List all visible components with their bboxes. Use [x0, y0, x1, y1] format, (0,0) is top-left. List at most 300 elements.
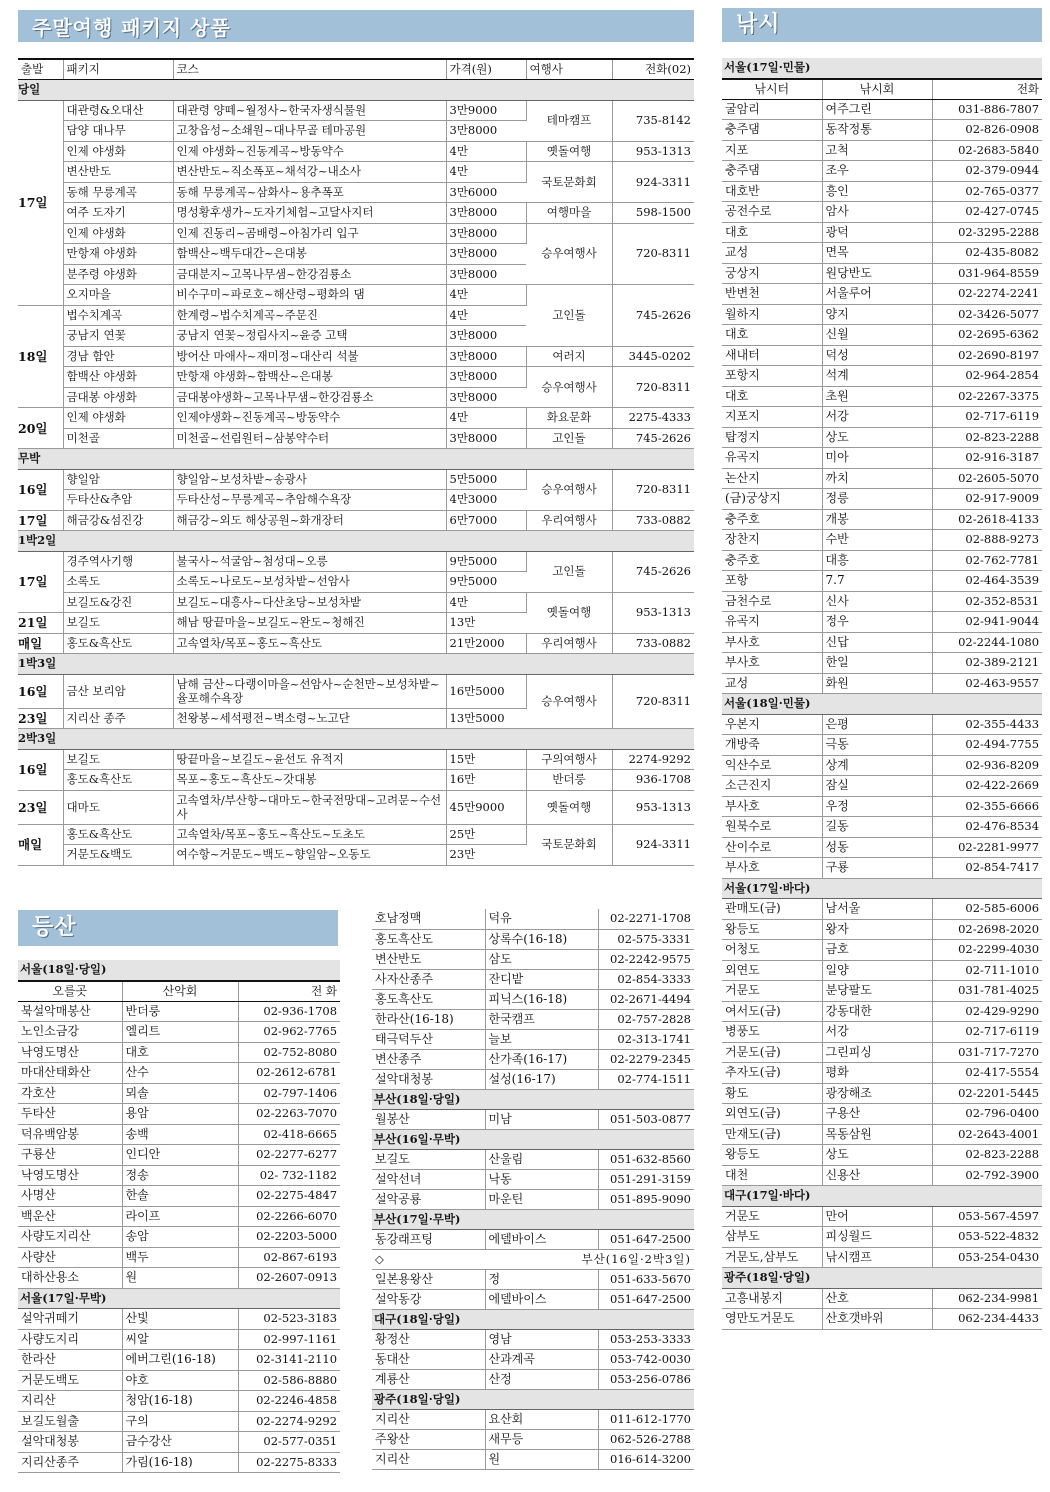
agency-phone: 953-1313 [612, 592, 694, 633]
price: 3만9000 [446, 100, 526, 121]
club: 구룡 [822, 858, 932, 879]
place: 탑정지 [722, 427, 822, 448]
list-item [722, 550, 1042, 571]
list-item [372, 1149, 694, 1169]
package-row [18, 749, 694, 770]
course: 고창읍성~소쇄원~대나무골 테마공원 [173, 121, 446, 142]
list-item [18, 1411, 340, 1432]
place: 거문도 [722, 981, 822, 1002]
phone: 02-3141-2110 [238, 1350, 340, 1371]
list-item [722, 407, 1042, 428]
package-row [18, 203, 694, 224]
package-section-label: 무박 [18, 449, 694, 470]
phone: 02-352-8531 [932, 591, 1042, 612]
place: 관매도(금) [722, 899, 822, 920]
list-item [722, 1309, 1042, 1330]
phone: 02-752-8080 [238, 1042, 340, 1063]
travel-agency: 화요문화 [526, 408, 612, 429]
phone: 02-711-1010 [932, 960, 1042, 981]
place: 지포지 [722, 407, 822, 428]
phone: 02-429-9290 [932, 1001, 1042, 1022]
place: 지리산 [372, 1409, 485, 1429]
package-header-cell: 출발 [18, 59, 63, 80]
list-item [372, 1349, 694, 1369]
phone: 02-916-3187 [932, 448, 1042, 469]
club: 정릉 [822, 489, 932, 510]
list-item [18, 1247, 340, 1268]
club: 여주그린 [822, 99, 932, 120]
list-item [18, 1206, 340, 1227]
phone: 051-633-5670 [598, 1269, 694, 1289]
club: 한일 [822, 653, 932, 674]
price: 4만 [446, 162, 526, 183]
club: 조우 [822, 161, 932, 182]
region-label: 광주(18일·당일) [372, 1389, 694, 1409]
club: 늘보 [485, 1029, 598, 1049]
region-header [722, 1186, 1042, 1207]
place: 계룡산 [372, 1369, 485, 1389]
travel-agency: 고인돌 [526, 428, 612, 449]
list-item [722, 284, 1042, 305]
price: 21만2000 [446, 633, 526, 654]
list-item [722, 304, 1042, 325]
club: 분당팔도 [822, 981, 932, 1002]
package-name: 보길도 [63, 613, 173, 634]
agency-phone: 598-1500 [612, 203, 694, 224]
place: 보길도월출 [18, 1411, 122, 1432]
course: 향일암~보성차밭~송광사 [173, 469, 446, 490]
list-item [722, 1288, 1042, 1309]
phone: 02-792-3900 [932, 1165, 1042, 1186]
package-row [18, 770, 694, 791]
place: 충주댐 [722, 161, 822, 182]
phone: 062-234-9981 [932, 1288, 1042, 1309]
course: 해남 땅끝마을~보길도~완도~청해진 [173, 613, 446, 634]
list-item [722, 1247, 1042, 1268]
place: 장찬지 [722, 530, 822, 551]
package-name: 해금강&섬진강 [63, 510, 173, 531]
place: 덕유백암봉 [18, 1124, 122, 1145]
package-section-row [18, 531, 694, 552]
departure-date: 23일 [18, 708, 63, 729]
club: 극동 [822, 735, 932, 756]
phone: 02-717-6119 [932, 407, 1042, 428]
package-name: 홍도&흑산도 [63, 633, 173, 654]
phone: 053-254-0430 [932, 1247, 1042, 1268]
place: 각호산 [18, 1083, 122, 1104]
club: 용암 [122, 1104, 238, 1125]
departure-date: 16일 [18, 749, 63, 790]
phone: 016-614-3200 [598, 1449, 694, 1469]
phone: 02-2683-5840 [932, 140, 1042, 161]
package-name: 금대봉 야생화 [63, 387, 173, 408]
phone: 02-2246-4858 [238, 1391, 340, 1412]
agency-phone: 3445-0202 [612, 346, 694, 367]
list-item [722, 427, 1042, 448]
place: 부사호 [722, 858, 822, 879]
club: 성동 [822, 837, 932, 858]
club: 정 [485, 1269, 598, 1289]
phone: 02-2277-6277 [238, 1145, 340, 1166]
course: 인제야생화~진동계곡~방동약수 [173, 408, 446, 429]
region-header [722, 878, 1042, 899]
phone: 062-526-2788 [598, 1429, 694, 1449]
region-label: 대구(18일·당일) [372, 1309, 694, 1329]
phone: 053-567-4597 [932, 1206, 1042, 1227]
list-item [722, 222, 1042, 243]
place: 우본지 [722, 714, 822, 735]
list-item [372, 929, 694, 949]
place: 한라산(16-18) [372, 1009, 485, 1029]
package-row [18, 100, 694, 121]
club: 요산회 [485, 1409, 598, 1429]
phone: 011-612-1770 [598, 1409, 694, 1429]
phone: 02-3295-2288 [932, 222, 1042, 243]
package-name: 만항재 야생화 [63, 244, 173, 265]
phone: 02-476-8534 [932, 817, 1042, 838]
phone: 02-2275-4847 [238, 1186, 340, 1207]
package-title: 주말여행 패키지 상품 [18, 10, 694, 42]
club: 7.7 [822, 571, 932, 592]
club: 영남 [485, 1329, 598, 1349]
list-item [372, 1169, 694, 1189]
club: 산호 [822, 1288, 932, 1309]
place: 설악대청봉 [372, 1069, 485, 1089]
phone: 02-2643-4001 [932, 1124, 1042, 1145]
price: 4만 [446, 592, 526, 613]
phone: 051-647-2500 [598, 1289, 694, 1309]
phone: 02-389-2121 [932, 653, 1042, 674]
list-item [722, 1042, 1042, 1063]
price: 9만5000 [446, 572, 526, 593]
package-header-cell: 코스 [173, 59, 446, 80]
package-row [18, 141, 694, 162]
place: 유곡지 [722, 448, 822, 469]
list-item [722, 489, 1042, 510]
travel-agency: 국토문화회 [526, 162, 612, 203]
place: 황정산 [372, 1329, 485, 1349]
place: 지리산 [372, 1449, 485, 1469]
phone: 02-417-5554 [932, 1063, 1042, 1084]
place: 금천수로 [722, 591, 822, 612]
phone: 02-355-4433 [932, 714, 1042, 735]
place: 설악귀떼기 [18, 1309, 122, 1330]
list-item [372, 909, 694, 929]
club: 산수 [122, 1063, 238, 1084]
package-section-row [18, 449, 694, 470]
package-name: 거문도&백도 [63, 845, 173, 866]
hiking-list-right [372, 909, 694, 1470]
place: 영만도거문도 [722, 1309, 822, 1330]
phone: 053-256-0786 [598, 1369, 694, 1389]
phone: 031-886-7807 [932, 99, 1042, 120]
list-item [722, 1206, 1042, 1227]
price: 3만8000 [446, 346, 526, 367]
list-item [722, 263, 1042, 284]
phone: 02-941-9044 [932, 612, 1042, 633]
club: 라이프 [122, 1206, 238, 1227]
travel-agency: 고인돌 [526, 285, 612, 347]
course: 대관령 양떼~월정사~한국자생식물원 [173, 100, 446, 121]
club: 한솔 [122, 1186, 238, 1207]
club: 화원 [822, 673, 932, 694]
phone: 02-575-3331 [598, 929, 694, 949]
club: 정송 [122, 1165, 238, 1186]
phone: 02-2281-9977 [932, 837, 1042, 858]
departure-date: 23일 [18, 790, 63, 824]
agency-phone: 733-0882 [612, 633, 694, 654]
place: 소근진지 [722, 776, 822, 797]
place: 태극덕두산 [372, 1029, 485, 1049]
fishing-list [722, 58, 1042, 1330]
place: 사량도지리 [18, 1329, 122, 1350]
package-name: 경남 함안 [63, 346, 173, 367]
price: 3만8000 [446, 387, 526, 408]
package-name: 인제 야생화 [63, 223, 173, 244]
phone: 051-647-2500 [598, 1229, 694, 1249]
agency-phone: 936-1708 [612, 770, 694, 791]
phone: 02-962-7765 [238, 1022, 340, 1043]
price: 4만 [446, 285, 526, 306]
place: 마대산태화산 [18, 1063, 122, 1084]
agency-phone: 735-8142 [612, 100, 694, 141]
list-header-cell: 산악회 [122, 981, 238, 1002]
region-label: 대구(17일·바다) [722, 1186, 1042, 1207]
place: 사량산 [18, 1247, 122, 1268]
agency-phone: 720-8311 [612, 367, 694, 408]
club: 상계 [822, 755, 932, 776]
phone: 02-888-9273 [932, 530, 1042, 551]
agency-phone: 745-2626 [612, 428, 694, 449]
list-item [372, 969, 694, 989]
agency-phone: 924-3311 [612, 162, 694, 203]
club: 신답 [822, 632, 932, 653]
place: 설악선녀 [372, 1169, 485, 1189]
list-header-cell: 오를곳 [18, 981, 122, 1002]
list-item [722, 1063, 1042, 1084]
club: 신용산 [822, 1165, 932, 1186]
place: 동강래프팅 [372, 1229, 485, 1249]
package-header-cell: 여행사 [526, 59, 612, 80]
place: 낙영도명산 [18, 1165, 122, 1186]
price: 15만 [446, 749, 526, 770]
place: 월하지 [722, 304, 822, 325]
course: 만항재 야생화~함백산~은대봉 [173, 367, 446, 388]
package-name: 보길도 [63, 749, 173, 770]
place: 고흥내봉지 [722, 1288, 822, 1309]
phone: 02-765-0377 [932, 181, 1042, 202]
course: 불국사~석굴암~첨성대~오릉 [173, 551, 446, 572]
list-item [722, 817, 1042, 838]
price: 3만8000 [446, 121, 526, 142]
package-row [18, 674, 694, 708]
club: 흥인 [822, 181, 932, 202]
course: 여수항~거문도~백도~향일암~오동도 [173, 845, 446, 866]
package-row [18, 346, 694, 367]
place: 추자도(금) [722, 1063, 822, 1084]
course: 한계령~법수치계곡~주문진 [173, 305, 446, 326]
package-name: 분주령 야생화 [63, 264, 173, 285]
travel-agency: 우리여행사 [526, 510, 612, 531]
phone: 02-2263-7070 [238, 1104, 340, 1125]
travel-agency: 옛돌여행 [526, 790, 612, 824]
phone: 02-917-9009 [932, 489, 1042, 510]
club: 금수강산 [122, 1432, 238, 1453]
phone: 02-796-0400 [932, 1104, 1042, 1125]
club: 서울루어 [822, 284, 932, 305]
list-item [722, 776, 1042, 797]
travel-agency: 옛돌여행 [526, 141, 612, 162]
package-section-row [18, 80, 694, 101]
list-item [722, 940, 1042, 961]
place: 월봉산 [372, 1109, 485, 1129]
price: 4만 [446, 141, 526, 162]
phone: 02-2274-2241 [932, 284, 1042, 305]
phone: 02-586-8880 [238, 1370, 340, 1391]
phone: 02-2695-6362 [932, 325, 1042, 346]
package-section-row [18, 729, 694, 750]
phone: 051-503-0877 [598, 1109, 694, 1129]
list-item [722, 345, 1042, 366]
list-item [722, 99, 1042, 120]
package-name: 여주 도자기 [63, 203, 173, 224]
club: 삼도 [485, 949, 598, 969]
phone: 02-2607-0913 [238, 1268, 340, 1289]
course: 천왕봉~세석평전~벽소령~노고단 [173, 708, 446, 729]
place: 북설악매봉산 [18, 1001, 122, 1022]
package-header-row [18, 59, 694, 80]
place: 노인소금강 [18, 1022, 122, 1043]
departure-date: 16일 [18, 674, 63, 708]
list-item [18, 1227, 340, 1248]
phone: 02-2605-5070 [932, 468, 1042, 489]
place: 반변천 [722, 284, 822, 305]
package-name: 인제 야생화 [63, 141, 173, 162]
list-item [722, 140, 1042, 161]
club: 산빛 [122, 1309, 238, 1330]
place: 충주호 [722, 509, 822, 530]
club: 마운틴 [485, 1189, 598, 1209]
place: 대호반 [722, 181, 822, 202]
travel-agency: 반더룽 [526, 770, 612, 791]
list-item [722, 1104, 1042, 1125]
region-header [722, 58, 1042, 79]
price: 3만8000 [446, 428, 526, 449]
package-name: 홍도&흑산도 [63, 824, 173, 845]
phone: 02-2244-1080 [932, 632, 1042, 653]
phone: 02-964-2854 [932, 366, 1042, 387]
price: 23만 [446, 845, 526, 866]
notice-row [372, 1249, 694, 1269]
club: 서강 [822, 1022, 932, 1043]
package-name: 함백산 야생화 [63, 367, 173, 388]
course: 비수구미~파로호~해산령~평화의 댐 [173, 285, 446, 306]
course: 금대분지~고목나무샘~한강검룡소 [173, 264, 446, 285]
region-header [722, 694, 1042, 715]
club: 잔디밭 [485, 969, 598, 989]
club: 백두 [122, 1247, 238, 1268]
club: 미남 [485, 1109, 598, 1129]
course: 목포~홍도~흑산도~갓대봉 [173, 770, 446, 791]
club: 원당반도 [822, 263, 932, 284]
club: 길동 [822, 817, 932, 838]
place: 여서도(금) [722, 1001, 822, 1022]
club: 송암 [122, 1227, 238, 1248]
package-section-label: 당일 [18, 80, 694, 101]
club: 산호갯바위 [822, 1309, 932, 1330]
package-row [18, 790, 694, 824]
agency-phone: 745-2626 [612, 285, 694, 347]
list-item [722, 755, 1042, 776]
list-item [722, 591, 1042, 612]
list-item [722, 673, 1042, 694]
place: 외연도 [722, 960, 822, 981]
list-item [18, 1042, 340, 1063]
list-header-cell: 전화 [932, 79, 1042, 100]
place: 부사호 [722, 632, 822, 653]
club: 까치 [822, 468, 932, 489]
club: 미아 [822, 448, 932, 469]
phone: 02- 732-1182 [238, 1165, 340, 1186]
club: 설성(16-17) [485, 1069, 598, 1089]
departure-date: 17일 [18, 551, 63, 613]
package-name: 보길도&강진 [63, 592, 173, 613]
place: 병풍도 [722, 1022, 822, 1043]
package-name: 대관령&오대산 [63, 100, 173, 121]
package-section-label: 1박2일 [18, 531, 694, 552]
package-section-row [18, 654, 694, 675]
club: 에델바이스 [485, 1289, 598, 1309]
course: 땅끝마을~보길도~윤선도 유적지 [173, 749, 446, 770]
club: 피싱월드 [822, 1227, 932, 1248]
agency-phone: 720-8311 [612, 674, 694, 729]
package-row [18, 162, 694, 183]
club: 고척 [822, 140, 932, 161]
place: 교성 [722, 243, 822, 264]
course: 보길도~대흥사~다산초당~보성차밭 [173, 592, 446, 613]
place: 낙영도명산 [18, 1042, 122, 1063]
place: 어청도 [722, 940, 822, 961]
list-item [722, 735, 1042, 756]
list-item [18, 1391, 340, 1412]
club: 그린피싱 [822, 1042, 932, 1063]
place: 거문도,삼부도 [722, 1247, 822, 1268]
agency-phone: 953-1313 [612, 141, 694, 162]
place: 대호 [722, 386, 822, 407]
place: 유곡지 [722, 612, 822, 633]
phone: 02-823-2288 [932, 427, 1042, 448]
list-item [18, 1124, 340, 1145]
package-row [18, 510, 694, 531]
club: 낚시캠프 [822, 1247, 932, 1268]
fishing-title: 낚시 [722, 8, 1042, 42]
phone: 02-826-0908 [932, 120, 1042, 141]
club: 광장해조 [822, 1083, 932, 1104]
list-item [372, 1329, 694, 1349]
phone: 02-2274-9292 [238, 1411, 340, 1432]
phone: 02-2618-4133 [932, 509, 1042, 530]
list-item [372, 949, 694, 969]
package-name: 동해 무릉계곡 [63, 182, 173, 203]
place: 논산지 [722, 468, 822, 489]
list-item [722, 1165, 1042, 1186]
price: 3만8000 [446, 244, 526, 265]
price: 4만3000 [446, 490, 526, 511]
phone: 02-2271-1708 [598, 909, 694, 929]
package-row [18, 824, 694, 845]
travel-agency: 승우여행사 [526, 223, 612, 285]
list-item [372, 1449, 694, 1469]
